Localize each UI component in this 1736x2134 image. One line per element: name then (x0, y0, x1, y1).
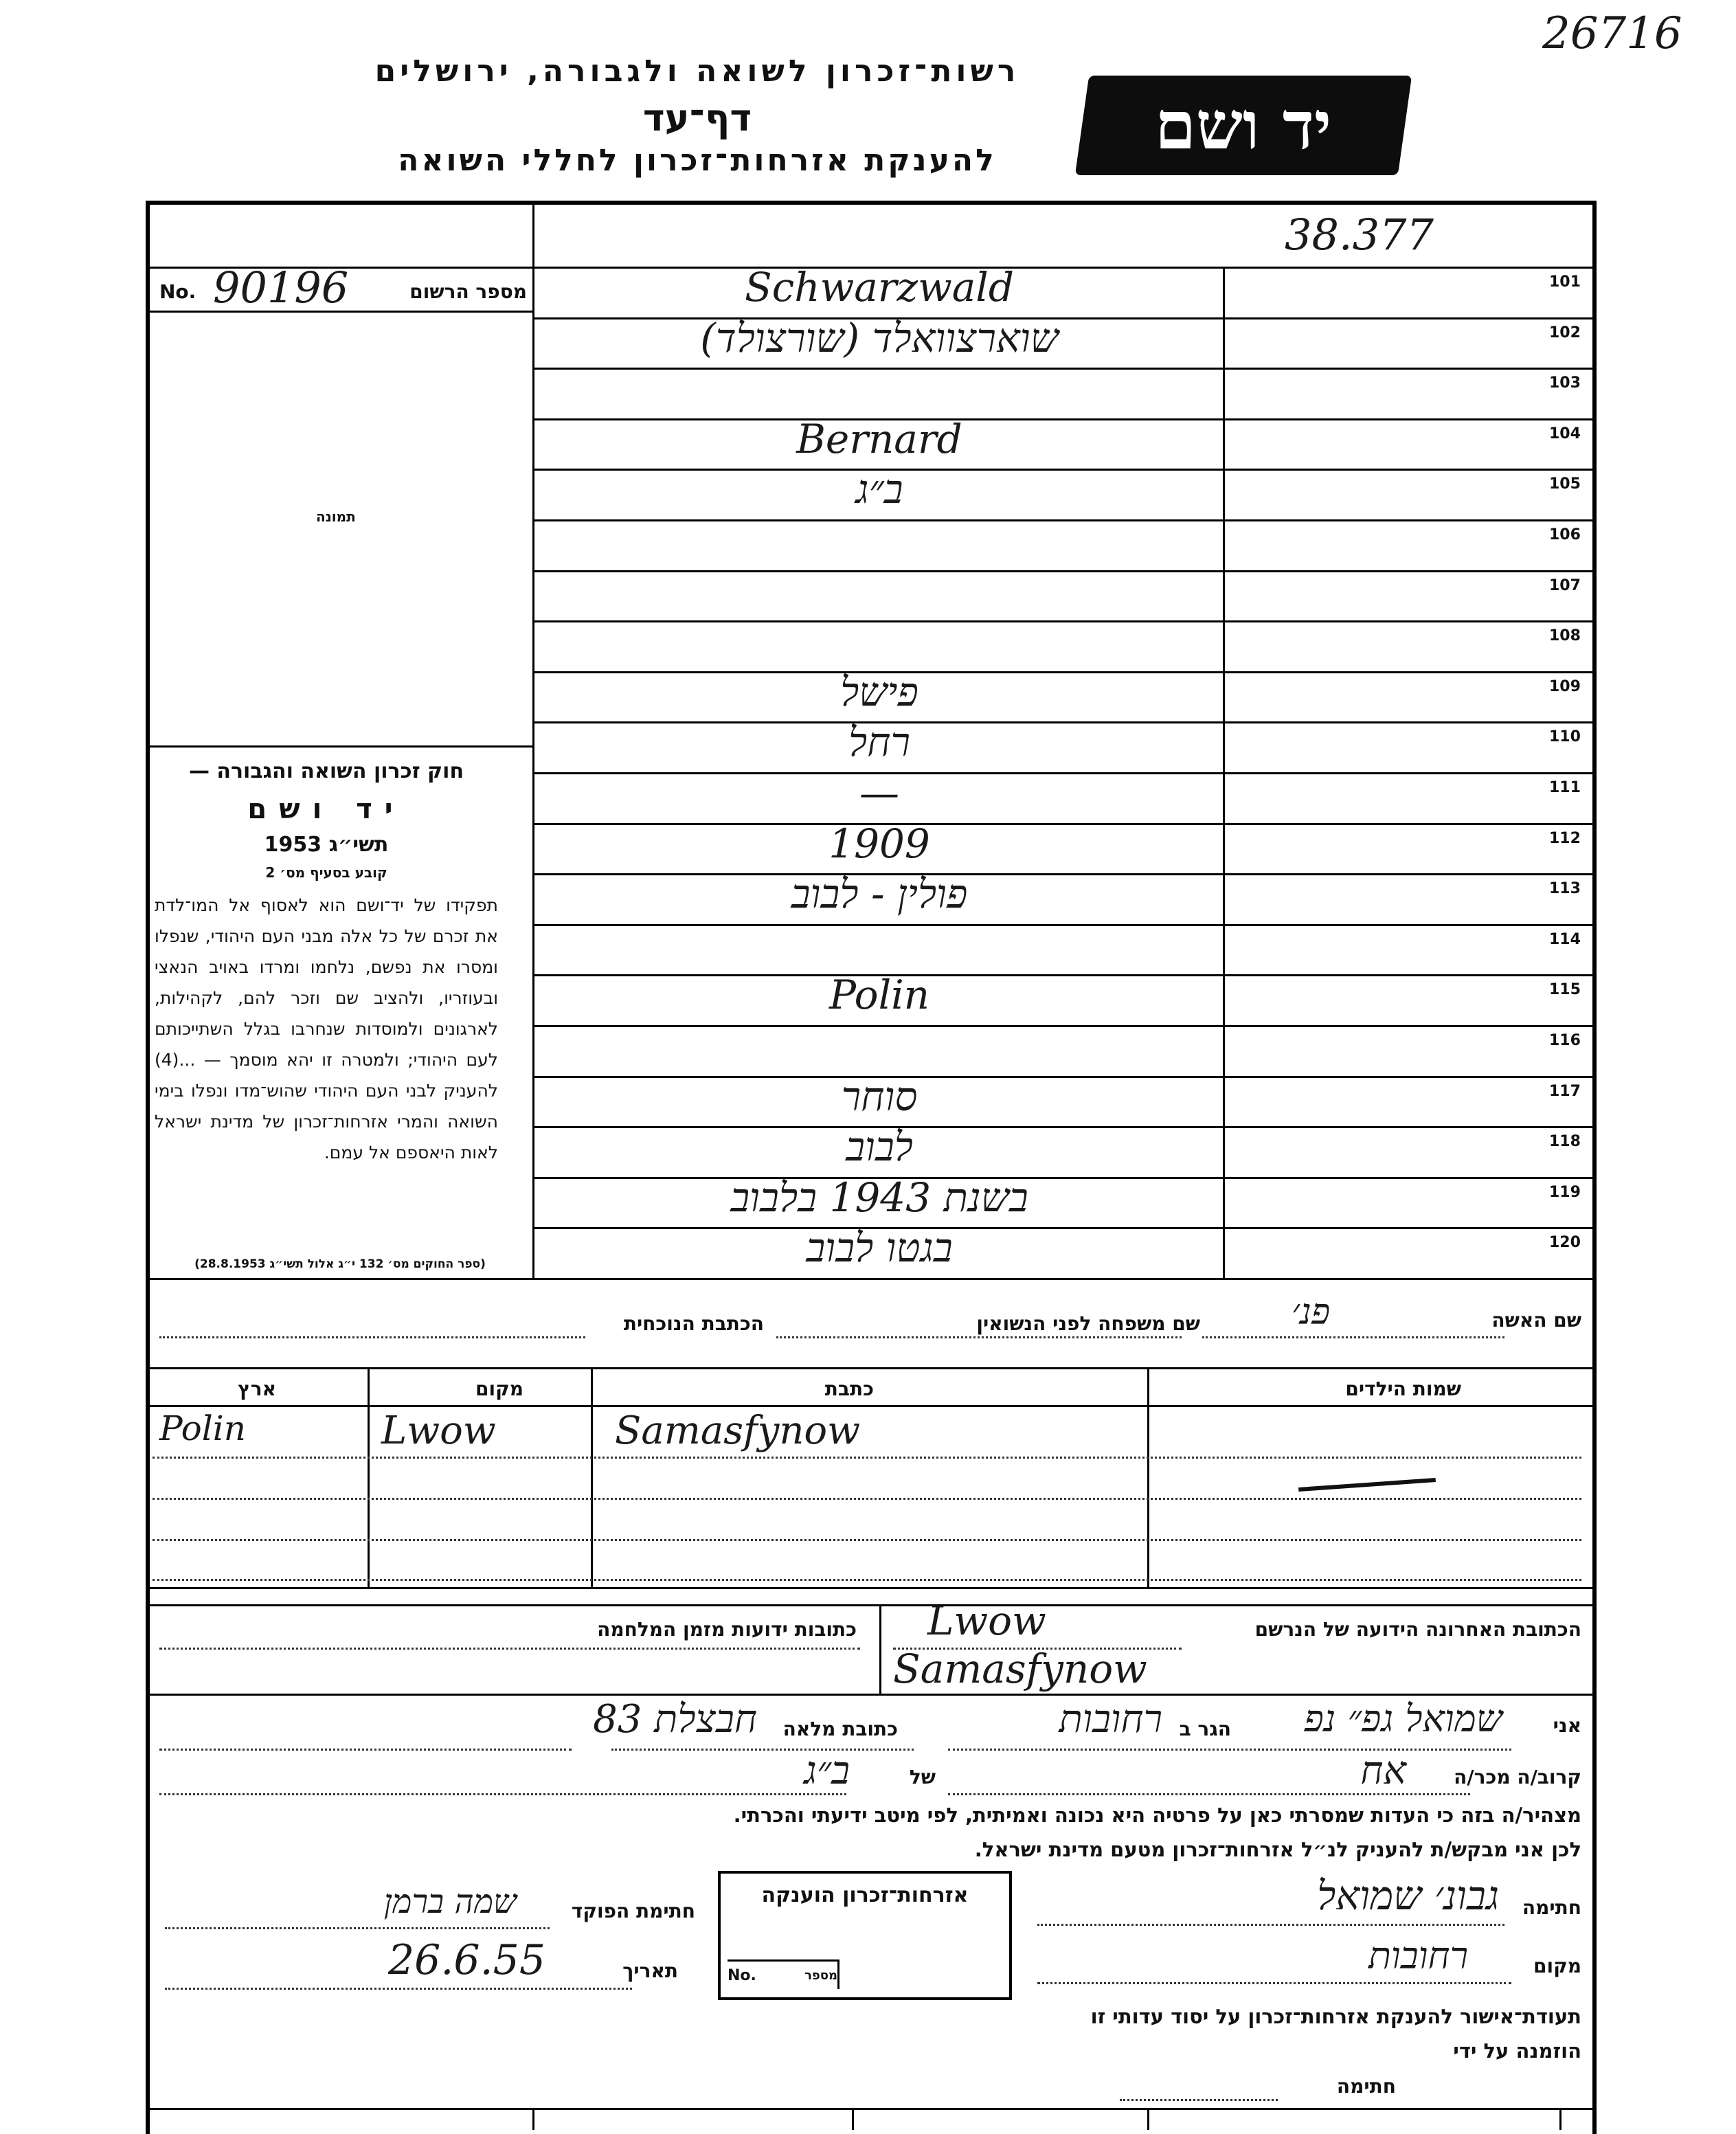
divider (146, 745, 532, 748)
granted-box-title: אזרחות־זכרון הוענקה (761, 1883, 969, 1907)
header-country: ארץ (238, 1378, 276, 1400)
header-children: שמות הילדים (1345, 1378, 1461, 1400)
top-number: 38.377 (1285, 210, 1434, 260)
wife-name: פנ׳ (1292, 1292, 1331, 1333)
child-place: Lwow (381, 1408, 496, 1453)
field-value: פולין - לבוב (791, 871, 968, 918)
field-value: סוחר (841, 1072, 918, 1120)
relation-value: אח (1360, 1749, 1406, 1793)
field-number: 117 (1549, 1082, 1581, 1100)
certificate-signature-label: חתימה (1336, 2075, 1396, 2098)
field-value: לבוב (846, 1123, 913, 1171)
last-address-value-2: Samasfynow (893, 1646, 1147, 1692)
field-number: 120 (1549, 1234, 1581, 1252)
field-number: 106 (1549, 526, 1581, 543)
declarant-name: שמואל גפ״ נפ (1304, 1697, 1502, 1740)
place-label: מקום (1533, 1955, 1581, 1977)
official-signature: שמה ברמן (383, 1883, 517, 1921)
of-label: של (909, 1766, 936, 1788)
declaration-line-2: לכן אני מבקש/ת להעניק לנ״ל אזרחות־זכרון מטעם מדינת ישראל. (974, 1838, 1581, 1861)
relation-label: קרוב/ה מכר/ה (1454, 1766, 1581, 1788)
page-subtitle: להענקת אזרחות־זכרון לחללי השואה (398, 143, 997, 178)
full-address-label: כתובת מלאה (782, 1718, 898, 1740)
field-value: בגטו לבוב (806, 1224, 953, 1272)
page-title: דף־עד (642, 96, 752, 139)
certificate-line-1: תעודת־אישור להענקת אזרחות־זכרון על יסוד עדותי זו (1090, 2005, 1581, 2028)
field-number: 114 (1549, 930, 1581, 948)
granted-box-number (728, 1959, 839, 1989)
field-number: 116 (1549, 1032, 1581, 1049)
field-value: שוארצוואלד (שורצולד) (700, 314, 1059, 361)
field-number: 105 (1549, 475, 1581, 493)
row-divider (532, 570, 1592, 572)
law-name: יד ושם (247, 794, 405, 825)
field-value: ב״ג (855, 466, 903, 513)
current-address-label: הכתבת הנוכחית (623, 1312, 764, 1335)
i-label: אני (1553, 1714, 1581, 1737)
field-value: Schwarzwald (745, 264, 1014, 311)
field-value: Polin (828, 971, 930, 1019)
field-number: 112 (1549, 829, 1581, 847)
wife-label: שם האשה (1491, 1309, 1581, 1332)
field-number: 102 (1549, 324, 1581, 341)
child-address: Samasfynow (615, 1408, 861, 1453)
field-number: 104 (1549, 425, 1581, 442)
law-section: קובע בסעיף מס׳ 2 (265, 864, 387, 881)
law-text: תפקידו של יד־ושם הוא לאסוף אל המו־לדת את זכרם של כל אלה מבני העם היהודי, שנפלו ומסרו את נפשם, נלחמו ומרדו באויב הנאצי ובעוזריו, ולהציב שם וזכר להם, לקהילות, לארגונים ולמוסדות שנחרבו בגלל השתייכותם לעם היהודי; ולמטרה זו יהא מוסמך — ...(4) להעניק לבני העם היהודי שהוש־מדו ונפלו בימי השואה והמרי אזרחות־זכרון של מדינת ישראל לאות היאספם אל עמם. (155, 895, 498, 1163)
declarant-city: רחובות (1059, 1697, 1162, 1742)
divider (146, 1278, 1592, 1280)
date-label: תאריך (622, 1959, 678, 1982)
row-divider (532, 368, 1592, 370)
field-number: 113 (1549, 880, 1581, 898)
field-number: 110 (1549, 728, 1581, 746)
declarant-signature: גבונ׳ שמואל (1317, 1872, 1499, 1919)
official-date: 26.6.55 (388, 1936, 546, 1984)
resides-label: הגר ב (1179, 1718, 1231, 1740)
field-number: 115 (1549, 981, 1581, 999)
last-address-value-1: Lwow (927, 1597, 1046, 1644)
signature-label: חתימה (1522, 1896, 1581, 1919)
institution-name: רשות־זכרון לשואה ולגבורה, ירושלים (374, 54, 1020, 89)
field-number: 118 (1549, 1133, 1581, 1151)
official-signature-label: חתימת הפוקד (571, 1900, 695, 1922)
law-title: חוק זכרון השואה והגבורה — (188, 759, 464, 783)
field-number: 108 (1549, 627, 1581, 645)
field-value: רחל (848, 719, 910, 766)
row-divider (532, 519, 1592, 521)
logo-text: יד ושם (1155, 87, 1332, 164)
divider (532, 203, 534, 1278)
field-value: — (859, 770, 899, 816)
field-number: 111 (1549, 779, 1581, 796)
field-value: פישל (840, 668, 918, 715)
registration-label: מספר הרשום (409, 280, 527, 303)
child-country: Polin (159, 1408, 246, 1448)
header-place: מקום (475, 1378, 523, 1400)
declarant-address: חבצלת 83 (593, 1697, 757, 1742)
header-address: כתבת (824, 1378, 874, 1400)
wartime-addresses-label: כתובות ידועות מזמן המלחמה (597, 1618, 857, 1641)
corner-number: 26716 (1542, 8, 1682, 59)
field-value: 1909 (828, 820, 930, 867)
field-value: בשנת 1943 בלבוב (730, 1173, 1028, 1221)
certificate-line-2: הוזמנה על ידי (1453, 2039, 1581, 2063)
declarant-place: רחובות (1368, 1934, 1468, 1977)
granted-box (718, 1871, 1012, 2000)
field-number: 101 (1549, 273, 1581, 291)
field-number: 107 (1549, 576, 1581, 594)
granted-number-label: מספר (804, 1968, 837, 1983)
row-divider (532, 1025, 1592, 1027)
field-number: 119 (1549, 1183, 1581, 1201)
granted-no-label: No. (728, 1966, 756, 1984)
maiden-name-label: שם משפחה לפני הנשואין (976, 1312, 1200, 1335)
field-number: 103 (1549, 374, 1581, 392)
declaration-line-1: מצהיר/ה בזה כי העדות שמסרתי כאן על פרטיה היא נכונה ואמיתית, לפי מיטב ידיעתי והכרתי. (733, 1804, 1581, 1827)
yad-vashem-logo (1075, 76, 1412, 175)
photo-label: תמונה (316, 508, 356, 525)
field-number: 109 (1549, 677, 1581, 695)
row-divider (532, 620, 1592, 622)
registration-number: 90196 (213, 262, 349, 313)
law-footnote: (ספר החוקים מס׳ 132 י״ג אלול תשי״ג 28.8.1953) (194, 1257, 486, 1271)
of-value: ב״ג (804, 1749, 850, 1793)
row-divider (532, 924, 1592, 926)
law-year: תשי״ג 1953 (264, 833, 389, 857)
registration-no-label: No. (159, 280, 196, 303)
field-value: Bernard (796, 415, 962, 462)
last-address-label: הכתובת האחרונה הידועה של הנרשם (1254, 1618, 1581, 1641)
